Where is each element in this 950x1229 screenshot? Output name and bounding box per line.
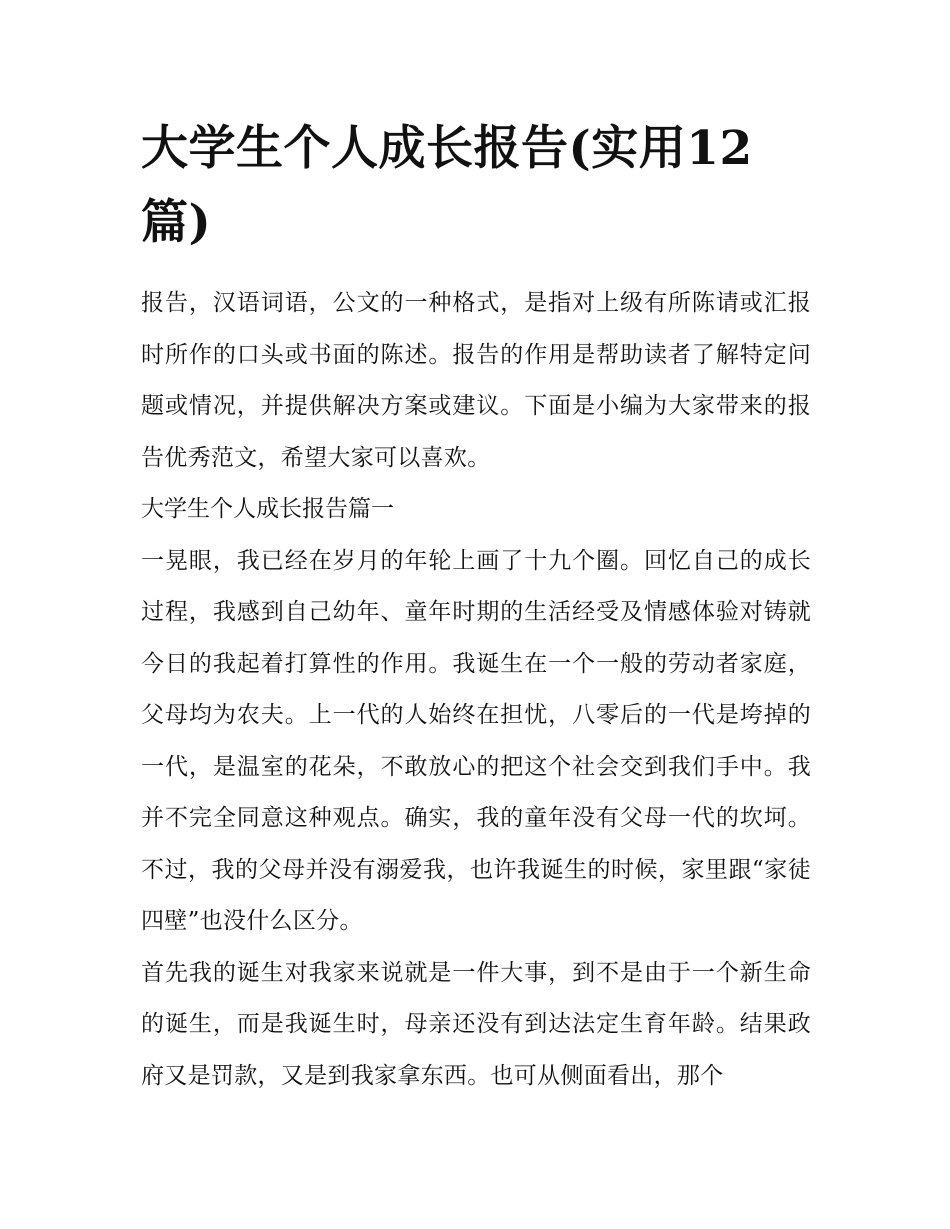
- document-title: 大学生个人成长报告(实用12篇): [141, 121, 753, 250]
- body-paragraph-2: 首先我的诞生对我家来说就是一件大事，到不是由于一个新生命的诞生，而是我诞生时，母亲还没有到达法定生育年龄。结果政府又是罚款，又是到我家拿东西。也可从侧面看出，那个: [141, 959, 811, 1089]
- body-paragraph-1: 一晃眼，我已经在岁月的年轮上画了十九个圈。回忆自己的成长过程，我感到自己幼年、童年时期的生活经受及情感体验对铸就今日的我起着打算性的作用。我诞生在一个一般的劳动者家庭，父母均为农夫。上一代的人始终在担忧，八零后的一代是垮掉的一代，是温室的花朵，不敢放心的把这个社会交到我们手中。我并不完全同意这种观点。确实，我的童年没有父母一代的坎坷。不过，我的父母并没有溺爱我，也许我诞生的时候，家里跟“家徒四壁”也没什么区分。: [141, 547, 811, 934]
- section-heading: 大学生个人成长报告篇一: [141, 496, 394, 522]
- document-body: [141, 278, 811, 1102]
- document-page: [141, 112, 811, 1102]
- intro-paragraph: 报告，汉语词语，公文的一种格式，是指对上级有所陈请或汇报时所作的口头或书面的陈述。报告的作用是帮助读者了解特定问题或情况，并提供解决方案或建议。下面是小编为大家带来的报告优秀范文，希望大家可以喜欢。: [141, 290, 811, 471]
